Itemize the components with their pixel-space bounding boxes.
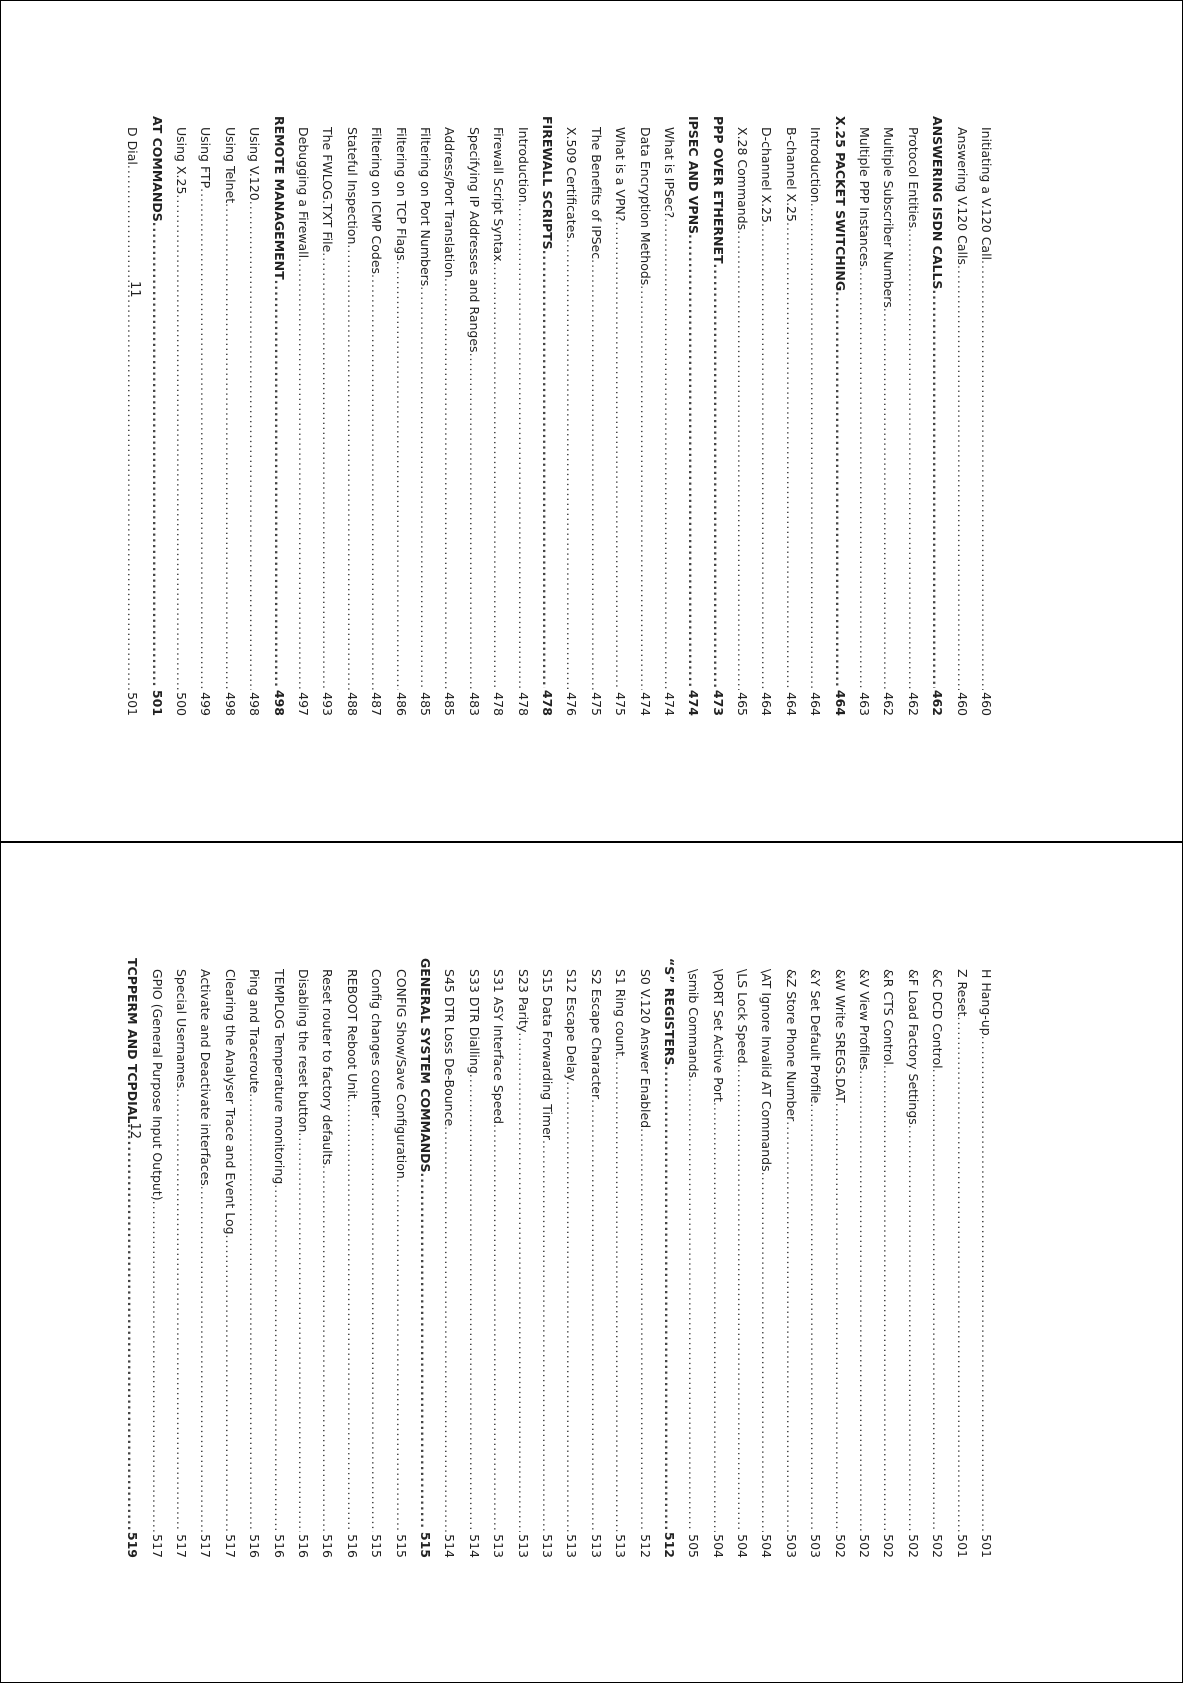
toc-entry[interactable] (144, 958, 168, 1558)
toc-section-entry[interactable] (535, 116, 559, 716)
toc-entry-page: 464 (759, 692, 775, 716)
toc-entry-label: S12 Escape Delay (564, 969, 580, 1082)
toc-entry-label: The FWLOG.TXT File (320, 127, 336, 253)
dot-leader (925, 1069, 949, 1533)
toc-entry-label: S0 V.120 Answer Enabled (637, 969, 653, 1129)
toc-entry[interactable] (900, 116, 924, 716)
toc-entry-page: 515 (369, 1534, 385, 1558)
dot-leader (388, 261, 412, 690)
dot-leader (754, 223, 778, 690)
toc-entry-page: 474 (637, 692, 653, 716)
toc-entry-page: 515 (418, 1531, 434, 1558)
toc-entry-page: 513 (564, 1534, 580, 1558)
toc-entry-label: REMOTE MANAGEMENT (271, 116, 287, 280)
toc-list (120, 116, 998, 716)
page-number: 12 (127, 1122, 142, 1140)
toc-entry-page: 474 (686, 689, 702, 716)
toc-entry-page: 462 (881, 692, 897, 716)
dot-leader (120, 1123, 144, 1530)
toc-entry-label: Multiple PPP Instances (857, 127, 873, 267)
toc-entry-label: &R CTS Control (881, 969, 897, 1065)
toc-entry[interactable] (486, 116, 510, 716)
dot-leader (535, 250, 559, 688)
toc-entry[interactable] (535, 958, 559, 1558)
toc-entry-label: Specifying IP Addresses and Ranges (466, 127, 482, 353)
dot-leader (632, 1128, 656, 1532)
toc-page-11-content (1, 1, 1182, 841)
toc-entry[interactable] (339, 116, 363, 716)
toc-section-entry[interactable] (144, 116, 168, 716)
toc-entry[interactable] (852, 116, 876, 716)
toc-entry-page: 514 (466, 1534, 482, 1558)
dot-leader (120, 165, 144, 690)
dot-leader (681, 1078, 705, 1532)
toc-entry-page: 460 (954, 692, 970, 716)
toc-entry-label: S23 Parity (515, 969, 531, 1033)
toc-entry-page: 513 (613, 1534, 629, 1558)
toc-entry-label: Ping and Traceroute (247, 969, 263, 1094)
toc-entry[interactable] (730, 116, 754, 716)
toc-entry-page: 478 (515, 692, 531, 716)
toc-entry-label: S15 Data Forwarding Timer (539, 969, 555, 1140)
toc-entry-page: 517 (149, 1534, 165, 1558)
dot-leader (754, 1172, 778, 1533)
dot-leader (266, 280, 290, 688)
dot-leader (169, 1088, 193, 1532)
toc-entry-page: 473 (710, 689, 726, 716)
toc-entry-page: 516 (344, 1534, 360, 1558)
toc-page-12 (0, 842, 1183, 1683)
toc-entry-label: Introduction (515, 127, 531, 203)
dot-leader (583, 259, 607, 690)
toc-entry-label: What is a VPN? (613, 127, 629, 222)
toc-entry-label: &F Load Factory Settings (905, 969, 921, 1125)
toc-section-entry[interactable] (657, 958, 681, 1558)
toc-entry-page: 463 (857, 692, 873, 716)
toc-entry-page: 503 (808, 1534, 824, 1558)
toc-entry-label: Multiple Subscriber Numbers (881, 127, 897, 308)
toc-entry-page: 504 (759, 1534, 775, 1558)
dot-leader (705, 1102, 729, 1532)
dot-leader (291, 1132, 315, 1532)
toc-entry-label: Activate and Deactivate interfaces (198, 969, 214, 1186)
toc-entry[interactable] (388, 958, 412, 1558)
toc-entry[interactable] (559, 116, 583, 716)
toc-entry-page: 493 (320, 692, 336, 716)
dot-leader (437, 278, 461, 690)
toc-section-entry[interactable] (705, 116, 729, 716)
toc-entry[interactable] (803, 116, 827, 716)
toc-entry-page: 515 (393, 1534, 409, 1558)
toc-entry-page: 502 (930, 1534, 946, 1558)
toc-entry[interactable] (583, 958, 607, 1558)
dot-leader (266, 1184, 290, 1532)
dot-leader (461, 1074, 485, 1532)
toc-entry-label: The Benefits of IPSec (588, 127, 604, 260)
toc-entry-label: Disabling the reset button (296, 969, 312, 1133)
dot-leader (510, 203, 534, 690)
toc-entry[interactable] (778, 958, 802, 1558)
dot-leader (437, 1126, 461, 1532)
dot-leader (657, 1066, 681, 1530)
toc-entry-label: Debugging a Firewall (296, 127, 312, 259)
toc-entry-page: 474 (661, 692, 677, 716)
toc-entry-label: GENERAL SYSTEM COMMANDS (418, 958, 434, 1173)
toc-entry-page: 487 (369, 692, 385, 716)
toc-section-entry[interactable] (827, 116, 851, 716)
toc-entry-page: 501 (125, 692, 141, 716)
dot-leader (852, 1070, 876, 1532)
dot-leader (876, 308, 900, 690)
dot-leader (559, 1081, 583, 1532)
toc-entry-label: S2 Escape Character (588, 969, 604, 1100)
toc-entry[interactable] (632, 958, 656, 1558)
toc-entry-label: \smib Commands (686, 969, 702, 1079)
toc-entry-label: What is IPSec? (661, 127, 677, 219)
dot-leader (486, 262, 510, 691)
toc-entry[interactable] (608, 116, 632, 716)
toc-entry-page: 498 (247, 692, 263, 716)
toc-entry-label: Filtering on Port Numbers (418, 127, 434, 287)
toc-entry[interactable] (730, 958, 754, 1558)
dot-leader (242, 201, 266, 690)
dot-leader (827, 291, 851, 688)
toc-entry-label: S33 DTR Dialling (466, 969, 482, 1074)
toc-entry-label: S1 Ring count (613, 969, 629, 1057)
dot-leader (949, 265, 973, 690)
toc-entry-label: Config changes counter (369, 969, 385, 1118)
toc-entry[interactable] (364, 116, 388, 716)
toc-entry-page: 464 (783, 692, 799, 716)
toc-entry-label: Clearing the Analyser Trace and Event Log (222, 969, 238, 1235)
toc-entry-label: “S” REGISTERS (661, 958, 677, 1066)
dot-leader (291, 258, 315, 690)
toc-entry-page: 503 (783, 1534, 799, 1558)
dot-leader (974, 260, 998, 690)
toc-section-entry[interactable] (120, 958, 144, 1558)
toc-entry-label: Reset router to factory defaults (320, 969, 336, 1166)
toc-entry[interactable] (632, 116, 656, 716)
toc-entry-label: \LS Lock Speed (735, 969, 751, 1064)
dot-leader (510, 1032, 534, 1532)
dot-leader (778, 1121, 802, 1532)
dot-leader (876, 1065, 900, 1532)
toc-entry[interactable] (218, 116, 242, 716)
toc-entry[interactable] (291, 116, 315, 716)
toc-entry-page: 517 (222, 1534, 238, 1558)
toc-entry[interactable] (461, 958, 485, 1558)
toc-entry[interactable] (242, 958, 266, 1558)
toc-entry[interactable] (681, 958, 705, 1558)
toc-entry-label: &Z Store Phone Number (783, 969, 799, 1122)
toc-entry[interactable] (559, 958, 583, 1558)
dot-leader (705, 264, 729, 688)
toc-entry-page: 501 (149, 689, 165, 716)
toc-entry-label: Firewall Script Syntax (491, 127, 507, 262)
dot-leader (461, 353, 485, 691)
toc-entry[interactable] (949, 958, 973, 1558)
toc-entry[interactable] (876, 116, 900, 716)
toc-entry-label: ANSWERING ISDN CALLS (930, 116, 946, 290)
dot-leader (608, 221, 632, 690)
toc-entry-page: 502 (857, 1534, 873, 1558)
toc-entry-label: &Y Set Default Profile (808, 969, 824, 1104)
toc-entry[interactable] (315, 958, 339, 1558)
toc-entry-page: 498 (271, 689, 287, 716)
toc-entry-label: H Hang-up (979, 969, 994, 1036)
toc-entry-page: 501 (954, 1534, 970, 1558)
toc-entry-label: Introduction (808, 127, 824, 203)
toc-entry-label: Special Usernames (174, 969, 190, 1089)
dot-leader (315, 1165, 339, 1532)
toc-entry[interactable] (754, 958, 778, 1558)
toc-entry-page: 516 (296, 1534, 312, 1558)
toc-entry[interactable] (974, 958, 998, 1558)
toc-entry[interactable] (852, 958, 876, 1558)
dot-leader (388, 1179, 412, 1532)
toc-entry[interactable] (218, 958, 242, 1558)
toc-entry-label: CONFIG Show/Save Configuration (393, 969, 409, 1179)
dot-leader (900, 228, 924, 690)
toc-entry[interactable] (657, 116, 681, 716)
toc-entry-label: &W Write SREGS.DAT (832, 969, 848, 1103)
toc-entry-page: 485 (418, 692, 434, 716)
dot-leader (632, 285, 656, 690)
dot-leader (778, 222, 802, 690)
toc-list (120, 958, 998, 1558)
dot-leader (900, 1125, 924, 1532)
dot-leader (974, 1036, 998, 1532)
toc-entry[interactable] (461, 116, 485, 716)
toc-entry-page: 519 (125, 1531, 141, 1558)
dot-leader (535, 1140, 559, 1532)
toc-entry-label: D-channel X.25 (759, 127, 775, 224)
dot-leader (852, 267, 876, 690)
toc-entry-page: 488 (344, 692, 360, 716)
toc-entry-page: 486 (393, 692, 409, 716)
toc-entry-page: 512 (661, 1531, 677, 1558)
toc-entry-page: 462 (905, 692, 921, 716)
toc-entry-label: Filtering on ICMP Codes (369, 127, 385, 275)
toc-entry[interactable] (193, 116, 217, 716)
toc-entry[interactable] (413, 116, 437, 716)
toc-entry-label: GPIO (General Purpose Input Output) (149, 969, 165, 1201)
toc-entry[interactable] (364, 958, 388, 1558)
toc-entry[interactable] (925, 958, 949, 1558)
toc-entry-page: 513 (515, 1534, 531, 1558)
toc-entry[interactable] (705, 958, 729, 1558)
toc-section-entry[interactable] (925, 116, 949, 716)
toc-entry[interactable] (949, 116, 973, 716)
toc-entry[interactable] (803, 958, 827, 1558)
toc-entry[interactable] (876, 958, 900, 1558)
toc-entry-page: 504 (710, 1534, 726, 1558)
toc-entry[interactable] (169, 116, 193, 716)
toc-entry-label: \AT Ignore Invalid AT Commands (759, 969, 775, 1172)
toc-entry-page: 502 (905, 1534, 921, 1558)
toc-entry-page: 499 (198, 692, 214, 716)
toc-entry[interactable] (510, 958, 534, 1558)
toc-entry[interactable] (974, 116, 998, 716)
toc-entry-page: 513 (491, 1534, 507, 1558)
toc-entry-label: Using Telnet (222, 127, 238, 204)
toc-entry-label: S45 DTR Loss De-Bounce (442, 969, 458, 1127)
toc-entry-page: 516 (320, 1534, 336, 1558)
toc-entry-page: 462 (930, 689, 946, 716)
dot-leader (730, 1064, 754, 1532)
dot-leader (217, 203, 241, 690)
toc-entry-label: Stateful Inspection (344, 127, 360, 245)
toc-entry-label: Z Reset (954, 969, 970, 1017)
toc-entry[interactable] (510, 116, 534, 716)
toc-section-entry[interactable] (266, 116, 290, 716)
dot-leader (803, 203, 827, 690)
dot-leader (949, 1016, 973, 1532)
page-number: 11 (127, 281, 142, 298)
toc-entry[interactable] (169, 958, 193, 1558)
toc-entry[interactable] (388, 116, 412, 716)
dot-leader (413, 1173, 437, 1530)
dot-leader (364, 274, 388, 690)
toc-entry-label: Using V.120 (247, 127, 263, 201)
toc-entry-page: 483 (466, 692, 482, 716)
dot-leader (193, 188, 217, 690)
toc-entry-page: 516 (247, 1534, 263, 1558)
toc-entry-label: \PORT Set Active Port (710, 969, 726, 1102)
dot-leader (583, 1099, 607, 1532)
dot-leader (144, 1201, 168, 1533)
dot-leader (827, 1103, 851, 1532)
dot-leader (730, 230, 754, 690)
toc-entry[interactable] (242, 116, 266, 716)
toc-entry[interactable] (486, 958, 510, 1558)
toc-entry-page: 497 (296, 692, 312, 716)
toc-entry-label: Using FTP (198, 127, 214, 189)
toc-entry-page: 517 (198, 1534, 214, 1558)
toc-entry-label: PPP OVER ETHERNET (710, 116, 726, 264)
toc-entry-page: 475 (588, 692, 604, 716)
dot-leader (144, 222, 168, 688)
dot-leader (242, 1093, 266, 1532)
dot-leader (486, 1124, 510, 1532)
dot-leader (413, 286, 437, 690)
toc-entry[interactable] (827, 958, 851, 1558)
toc-entry-label: IPSEC AND VPNS (686, 116, 702, 235)
toc-entry-page: 517 (174, 1534, 190, 1558)
toc-entry-page: 500 (174, 692, 190, 716)
toc-entry-label: TCPPERM AND TCPDIAL (125, 958, 141, 1124)
toc-entry-label: Initiating a V.120 Call (979, 127, 994, 261)
dot-leader (681, 234, 705, 688)
toc-entry[interactable] (291, 958, 315, 1558)
toc-entry-page: 464 (808, 692, 824, 716)
toc-entry-label: AT COMMANDS (149, 116, 165, 222)
toc-section-entry[interactable] (681, 116, 705, 716)
toc-entry-page: 516 (271, 1534, 287, 1558)
dot-leader (315, 252, 339, 690)
dot-leader (803, 1103, 827, 1532)
toc-entry-page: 514 (442, 1534, 458, 1558)
toc-page-12-content (1, 843, 1182, 1682)
toc-entry-page: 505 (686, 1534, 702, 1558)
toc-entry-page: 504 (735, 1534, 751, 1558)
toc-entry[interactable] (608, 958, 632, 1558)
dot-leader (339, 244, 363, 690)
toc-entry-page: 501 (979, 1534, 994, 1558)
toc-entry[interactable] (315, 116, 339, 716)
toc-entry-label: Data Encryption Methods (637, 127, 653, 286)
toc-section-entry[interactable] (413, 958, 437, 1558)
toc-entry-label: X.28 Commands (735, 127, 751, 231)
dot-leader (608, 1056, 632, 1532)
toc-entry-label: Protocol Entities (905, 127, 921, 229)
toc-entry[interactable] (754, 116, 778, 716)
dot-leader (169, 194, 193, 690)
toc-entry[interactable] (778, 116, 802, 716)
toc-entry[interactable] (193, 958, 217, 1558)
toc-entry-label: Address/Port Translation (442, 127, 458, 278)
toc-entry-label: D Dial (125, 127, 141, 165)
toc-entry-label: &V View Profiles (857, 969, 873, 1071)
toc-entry-page: 464 (832, 689, 848, 716)
toc-entry-page: 478 (491, 692, 507, 716)
toc-entry-label: Filtering on TCP Flags (393, 127, 409, 261)
toc-entry-page: 478 (539, 689, 555, 716)
toc-entry[interactable] (339, 958, 363, 1558)
dot-leader (364, 1118, 388, 1532)
toc-entry-page: 513 (539, 1534, 555, 1558)
toc-entry[interactable] (583, 116, 607, 716)
toc-entry-label: X.25 PACKET SWITCHING (832, 116, 848, 292)
toc-entry-label: Answering V.120 Calls (954, 127, 970, 265)
toc-entry-page: 460 (979, 692, 994, 716)
toc-entry-page: 465 (735, 692, 751, 716)
toc-entry[interactable] (437, 958, 461, 1558)
toc-entry-page: 502 (832, 1534, 848, 1558)
toc-entry-label: Using X.25 (174, 127, 190, 195)
toc-entry[interactable] (266, 958, 290, 1558)
toc-entry[interactable] (900, 958, 924, 1558)
toc-entry[interactable] (437, 116, 461, 716)
toc-entry-page: 475 (613, 692, 629, 716)
dot-leader (925, 289, 949, 687)
toc-entry-label: B-channel X.25 (783, 127, 799, 222)
toc-entry-page: 513 (588, 1534, 604, 1558)
toc-entry-label: REBOOT Reboot Unit (344, 969, 360, 1099)
toc-entry-label: &C DCD Control (930, 969, 946, 1069)
toc-entry-page: 485 (442, 692, 458, 716)
dot-leader (193, 1186, 217, 1532)
toc-entry-page: 476 (564, 692, 580, 716)
toc-entry-label: S31 ASY Interface Speed (491, 969, 507, 1125)
dot-leader (339, 1099, 363, 1533)
toc-entry-label: TEMPLOG Temperature monitoring (271, 969, 287, 1185)
toc-entry-page: 498 (222, 692, 238, 716)
toc-entry-label: FIREWALL SCRIPTS (539, 116, 555, 250)
dot-leader (559, 239, 583, 690)
dot-leader (657, 218, 681, 690)
toc-entry-label: X.509 Certificates (564, 127, 580, 239)
toc-entry[interactable] (120, 116, 144, 716)
dot-leader (217, 1235, 241, 1533)
toc-entry-page: 502 (881, 1534, 897, 1558)
toc-entry-page: 512 (637, 1534, 653, 1558)
